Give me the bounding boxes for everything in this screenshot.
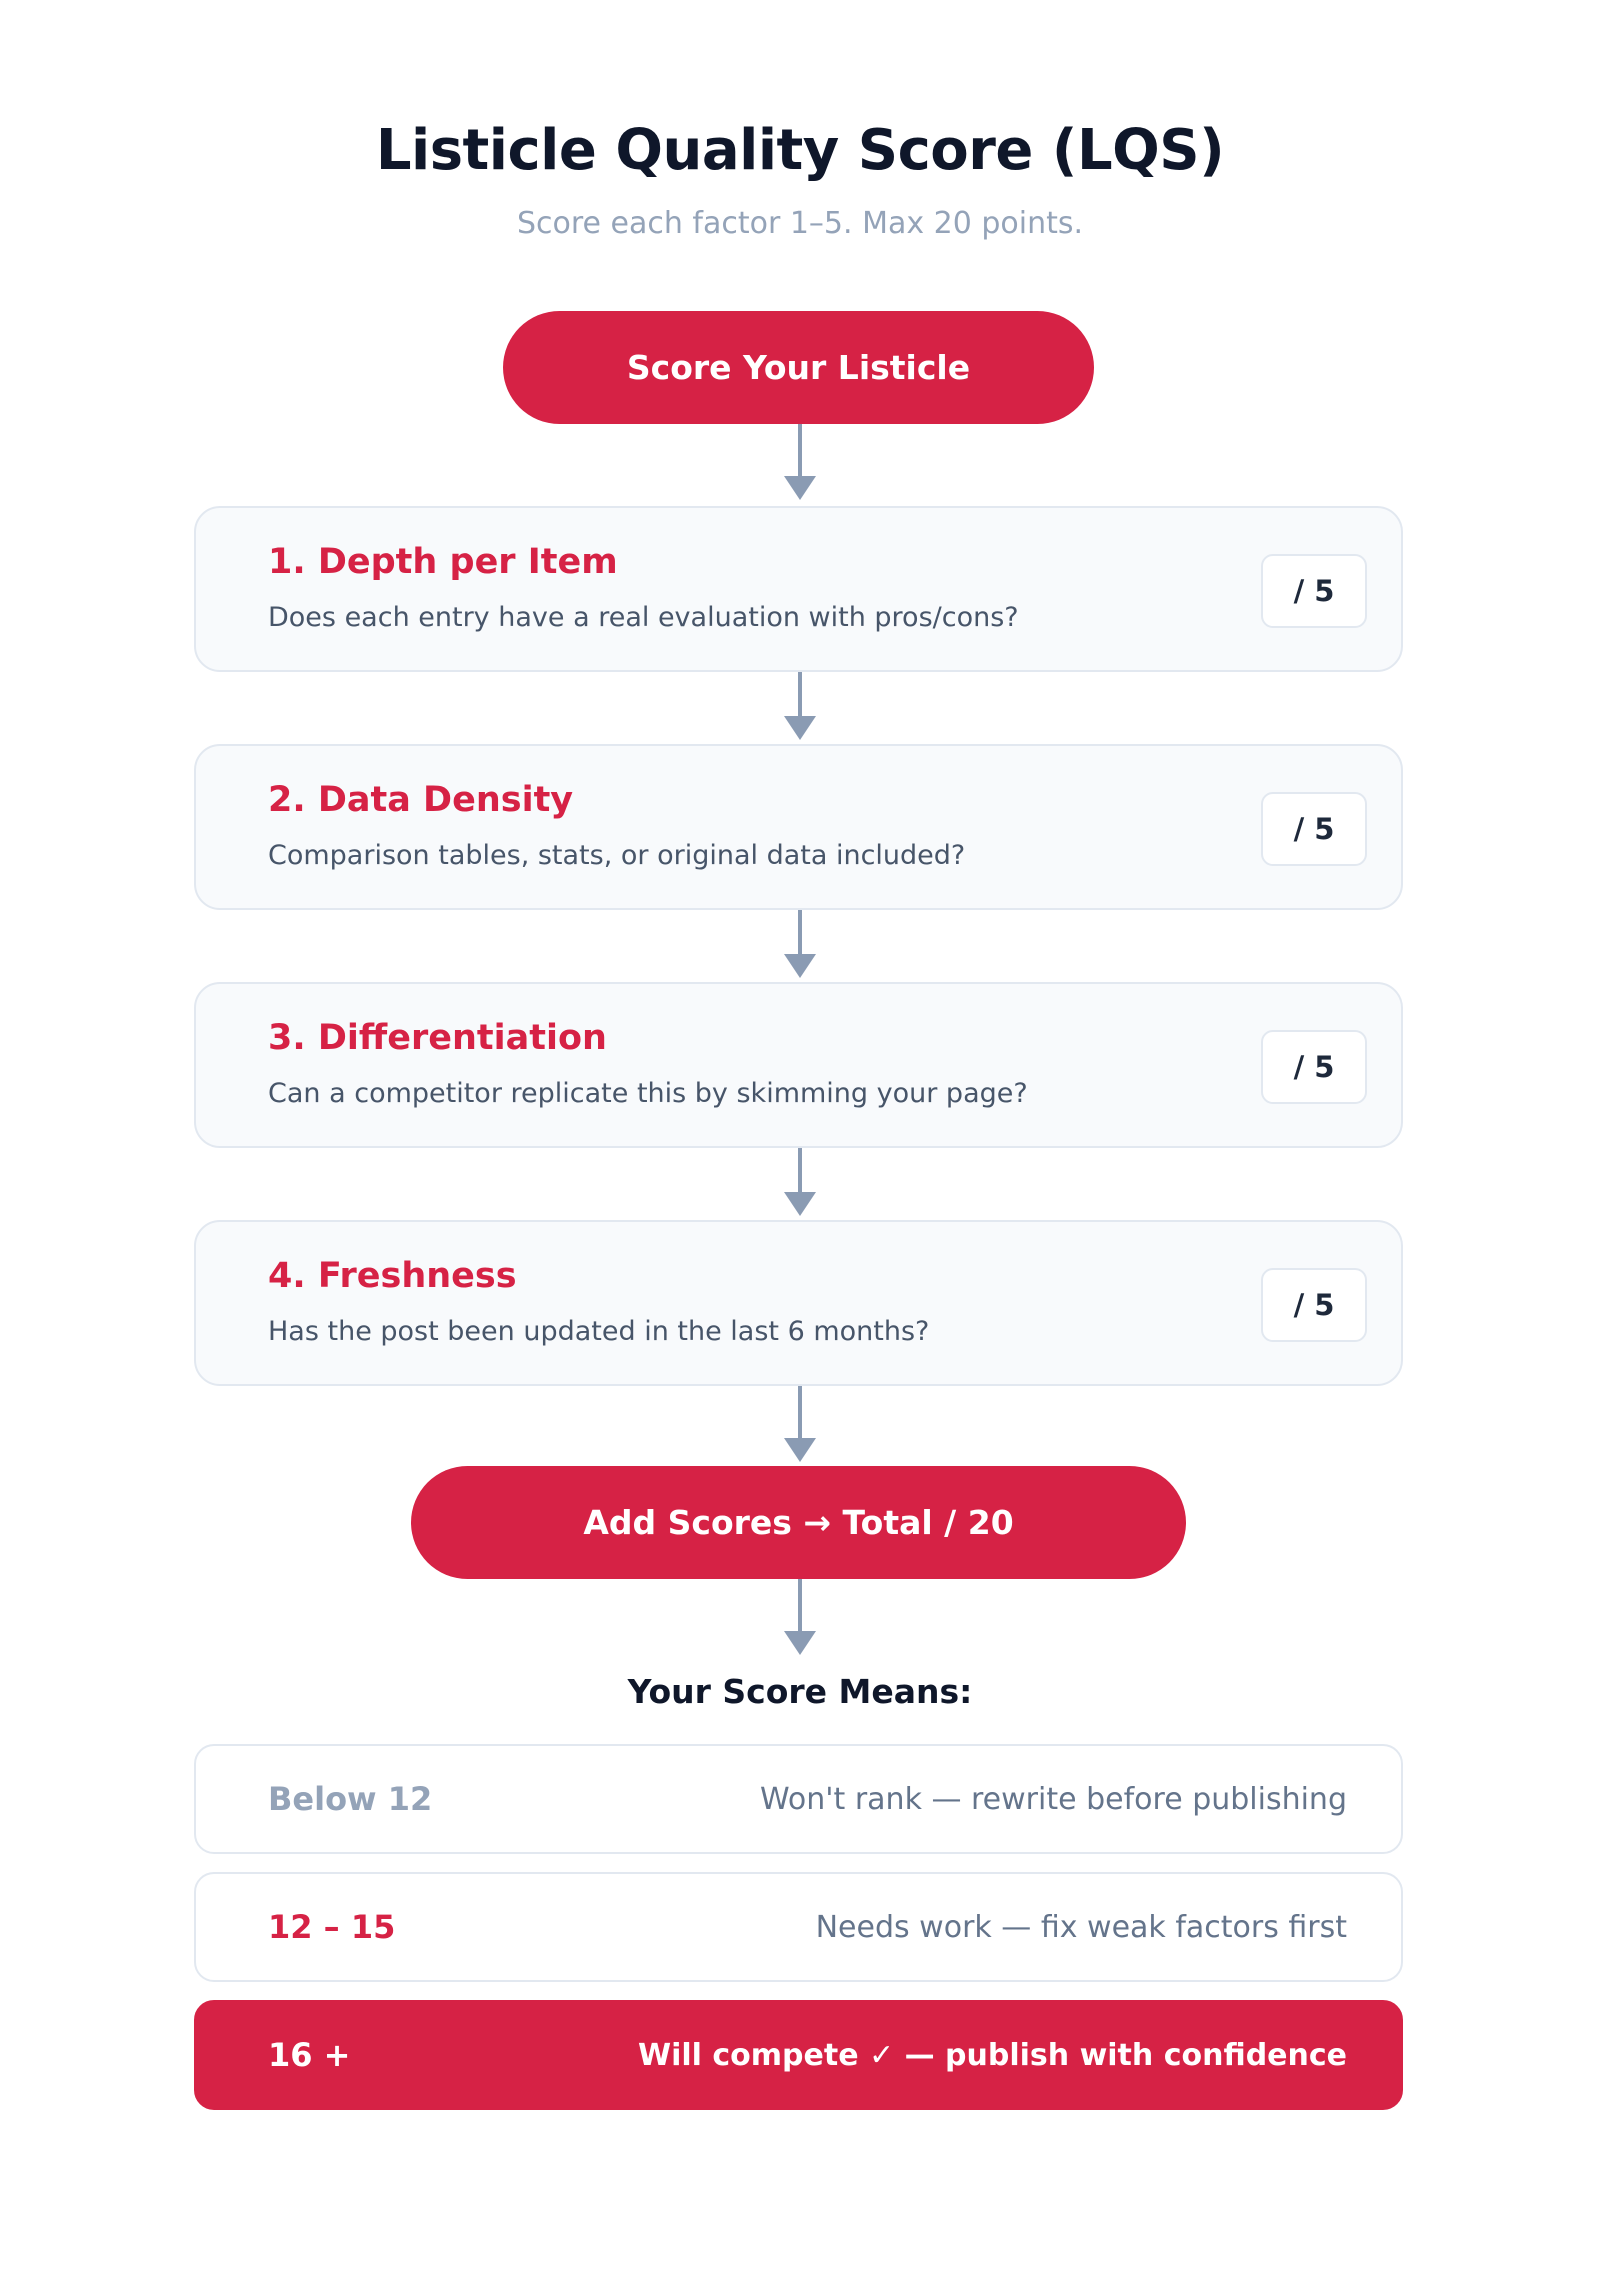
factor-description: Does each entry have a real evaluation with pros/cons? [268, 602, 1019, 633]
band-meaning: Won't rank — rewrite before publishing [760, 1781, 1347, 1817]
connector-arrow [790, 424, 810, 500]
factor-card-freshness [194, 1220, 1403, 1386]
score-input-box[interactable]: / 5 [1261, 554, 1367, 628]
page-subtitle: Score each factor 1–5. Max 20 points. [516, 206, 1084, 241]
factor-description: Can a competitor replicate this by skimming your page? [268, 1078, 1028, 1109]
band-range: Below 12 [268, 1780, 433, 1818]
factor-card-depth-per-item [194, 506, 1403, 672]
connector-arrow [790, 1579, 810, 1655]
factor-title: 2. Data Density [268, 780, 574, 820]
band-range: 16 + [268, 2036, 351, 2074]
connector-arrow [790, 1386, 810, 1462]
total-node: Add Scores → Total / 20 [411, 1466, 1186, 1579]
results-heading: Your Score Means: [627, 1672, 973, 1711]
start-node: Score Your Listicle [503, 311, 1094, 424]
page-title: Listicle Quality Score (LQS) [375, 118, 1225, 183]
factor-title: 3. Differentiation [268, 1018, 607, 1058]
band-meaning: Will compete ✓ — publish with confidence [638, 2037, 1347, 2073]
result-band-below-12 [194, 1744, 1403, 1854]
factor-card-data-density [194, 744, 1403, 910]
band-range: 12 – 15 [268, 1908, 396, 1946]
score-input-box[interactable]: / 5 [1261, 1030, 1367, 1104]
score-input-box[interactable]: / 5 [1261, 792, 1367, 866]
factor-description: Comparison tables, stats, or original data included? [268, 840, 966, 871]
connector-arrow [790, 672, 810, 738]
factor-title: 1. Depth per Item [268, 542, 618, 582]
connector-arrow [790, 1148, 810, 1214]
factor-description: Has the post been updated in the last 6 months? [268, 1316, 930, 1347]
factor-title: 4. Freshness [268, 1256, 517, 1296]
factor-card-differentiation [194, 982, 1403, 1148]
result-band-12-15 [194, 1872, 1403, 1982]
result-band-16-plus [194, 2000, 1403, 2110]
score-input-box[interactable]: / 5 [1261, 1268, 1367, 1342]
band-meaning: Needs work — fix weak factors first [815, 1909, 1347, 1945]
connector-arrow [790, 910, 810, 976]
